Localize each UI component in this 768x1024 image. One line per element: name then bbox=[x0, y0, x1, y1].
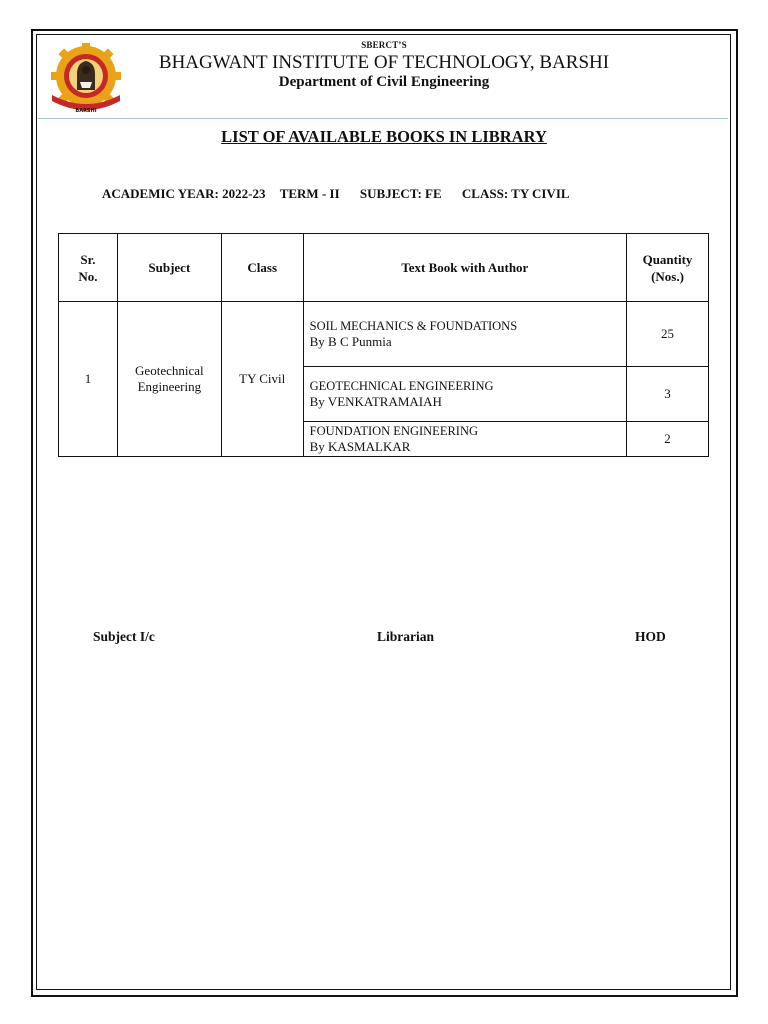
table-row bbox=[59, 302, 709, 367]
academic-meta bbox=[102, 186, 570, 202]
academic-year: ACADEMIC YEAR: 2022-23 bbox=[102, 186, 266, 201]
header-divider bbox=[38, 118, 728, 119]
signature-librarian: Librarian bbox=[377, 629, 435, 644]
cell-book bbox=[303, 422, 626, 457]
term: TERM - II bbox=[279, 186, 340, 201]
book-author: By KASMALKAR bbox=[309, 439, 411, 454]
cell-book bbox=[303, 367, 626, 422]
document-title: LIST OF AVAILABLE BOOKS IN LIBRARY bbox=[221, 127, 547, 146]
cell-quantity: 2 bbox=[627, 422, 709, 457]
cell-class: TY Civil bbox=[221, 302, 303, 457]
cell-subject: Geotechnical Engineering bbox=[117, 302, 221, 457]
book-author: By VENKATRAMAIAH bbox=[309, 394, 442, 409]
header-class: Class bbox=[221, 234, 303, 302]
book-author: By B C Punmia bbox=[309, 334, 392, 349]
header-book: Text Book with Author bbox=[303, 234, 626, 302]
institute-name: BHAGWANT INSTITUTE OF TECHNOLOGY, BARSHI bbox=[158, 52, 610, 73]
subject-code: SUBJECT: FE bbox=[359, 186, 442, 201]
trust-name: SBERCT’S bbox=[361, 40, 407, 50]
table-header-row bbox=[59, 234, 709, 302]
cell-quantity: 25 bbox=[627, 302, 709, 367]
book-title: GEOTECHNICAL ENGINEERING bbox=[309, 379, 494, 393]
cell-quantity: 3 bbox=[627, 367, 709, 422]
class-name: CLASS: TY CIVIL bbox=[461, 186, 570, 201]
book-title: FOUNDATION ENGINEERING bbox=[309, 424, 479, 438]
header-subject: Subject bbox=[117, 234, 221, 302]
signature-hod: HOD bbox=[635, 629, 666, 644]
cell-sr-no: 1 bbox=[59, 302, 118, 457]
logo-lettering: BARSHI bbox=[75, 108, 97, 114]
page-border-inner bbox=[36, 34, 731, 990]
cell-book bbox=[303, 302, 626, 367]
header-quantity: Quantity (Nos.) bbox=[627, 234, 709, 302]
signature-subject-incharge: Subject I/c bbox=[93, 629, 155, 644]
header-sr-no: Sr. No. bbox=[59, 234, 118, 302]
books-table bbox=[58, 233, 709, 457]
department-name: Department of Civil Engineering bbox=[278, 74, 490, 90]
book-title: SOIL MECHANICS & FOUNDATIONS bbox=[309, 319, 518, 333]
